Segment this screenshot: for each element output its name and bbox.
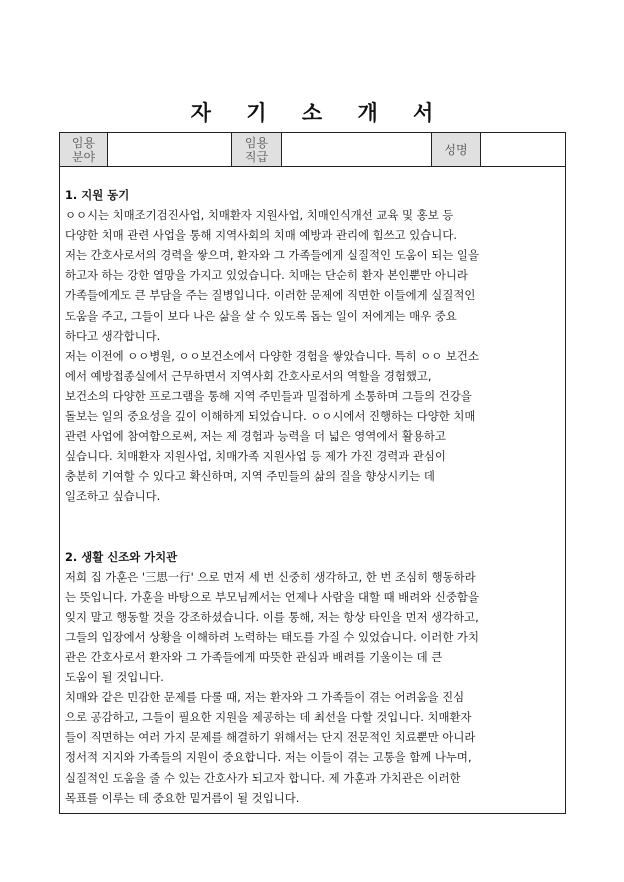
text-line: 에서 예방접종실에서 근무하면서 지역사회 간호사로서의 역할을 경험했고, [65,368,432,383]
field-label-line: 임용 [244,135,269,150]
text-line: 정서적 지지와 가족들의 지원이 중요합니다. 저는 이들이 겪는 고통을 함께 나누며, [65,750,472,765]
text-line: ㅇㅇ시는 치매조기검진사업, 치매환자 지원사업, 치매인식개선 교육 및 홍보 등 [65,208,454,223]
section-spacer [65,507,561,527]
field-label-appointment-area [60,133,108,166]
text-line: 관련 사업에 참여함으로써, 저는 제 경험과 능력을 더 넓은 영역에서 활용하고 [65,429,446,444]
text-line: 일조하고 싶습니다. [65,489,161,504]
text-line: 그들의 입장에서 상황을 이해하려 노력하는 태도를 가질 수 있었습니다. 이러한 가치 [65,629,479,644]
field-label-name [432,133,481,166]
section-spacer [65,527,561,547]
text-line: 목표를 이루는 데 중요한 밑거름이 될 것입니다. [65,790,300,805]
field-label-line: 임용 [71,135,96,150]
text-line: 도움이 될 것입니다. [65,670,164,685]
text-line: 돌보는 일의 중요성을 깊이 이해하게 되었습니다. ㅇㅇ시에서 진행하는 다양한 치매 [65,409,476,424]
text-line: 보건소의 다양한 프로그램을 통해 지역 주민들과 밀접하게 소통하며 그들의 건강을 [65,388,472,403]
text-line: 관은 간호사로서 환자와 그 가족들에게 따뜻한 관심과 배려를 기울이는 데 큰 [65,649,443,664]
appointment-grade-field[interactable] [282,133,432,166]
text-line: 충분히 기여할 수 있다고 확신하며, 지역 주민들의 삶의 질을 향상시키는 데 [65,469,435,484]
text-line: 는 뜻입니다. 가훈을 바탕으로 부모님께서는 언제나 사람을 대할 때 배려와 신중함을 [65,589,479,604]
text-line: 으로 공감하고, 그들이 필요한 지원을 제공하는 데 최선을 다할 것입니다. 치매환자 [65,710,472,725]
field-label-line: 직급 [244,149,269,164]
section-heading: 2. 생활 신조와 가치관 [65,549,178,564]
text-line: 하고자 하는 강한 열망을 가지고 있었습니다. 치매는 단순히 환자 본인뿐만 아니라 [65,268,468,283]
section-body [65,205,561,506]
text-line: 도움을 주고, 그들이 보다 나은 삶을 살 수 있도록 돕는 일이 저에게는 매우 중요 [65,308,457,323]
text-line: 들이 직면하는 여러 가지 문제를 해결하기 위해서는 단지 전문적인 치료뿐만 아니라 [65,730,476,745]
text-line: 저는 이전에 ㅇㅇ병원, ㅇㅇ보건소에서 다양한 경험을 쌓았습니다. 특히 ㅇㅇ 보건소 [65,348,479,363]
text-line: 저는 간호사로서의 경력을 쌓으며, 환자와 그 가족들에게 실질적인 도움이 되는 일을 [65,248,479,263]
text-line: 치매와 같은 민감한 문제를 다룰 때, 저는 환자와 그 가족들이 겪는 어려움을 진심 [65,690,465,705]
text-line: 저희 집 가훈은 '三思一行' 으로 먼저 세 번 신중히 생각하고, 한 번 조심히 행동하라 [65,569,476,584]
appointment-area-field[interactable] [108,133,232,166]
text-line: 하다고 생각합니다. [65,328,161,343]
text-line: 잊지 말고 행동할 것을 강조하셨습니다. 이를 통해, 저는 항상 타인을 먼저 생각하고, [65,609,479,624]
name-field[interactable] [481,133,565,166]
body-content [65,185,561,808]
form-frame [59,132,566,814]
text-line: 다양한 치매 관련 사업을 통해 지역사회의 치매 예방과 관리에 힘쓰고 있습니다. [65,228,457,243]
section-body [65,567,561,808]
header-row [60,133,565,167]
text-line: 실질적인 도움을 줄 수 있는 간호사가 되고자 합니다. 제 가훈과 가치관은 이러한 [65,770,461,785]
document-title: 자 기 소 개 서 [190,101,448,125]
field-label-line: 분야 [71,149,96,164]
field-label-appointment-grade [232,133,282,166]
text-line: 싶습니다. 치매환자 지원사업, 치매가족 지원사업 등 제가 가진 경력과 관심이 [65,449,446,464]
text-line: 가족들에게도 큰 부담을 주는 질병입니다. 이러한 문제에 직면한 이들에게 실질적인 [65,288,476,303]
section-heading: 1. 지원 동기 [65,188,130,202]
field-label-line: 성명 [444,142,468,157]
